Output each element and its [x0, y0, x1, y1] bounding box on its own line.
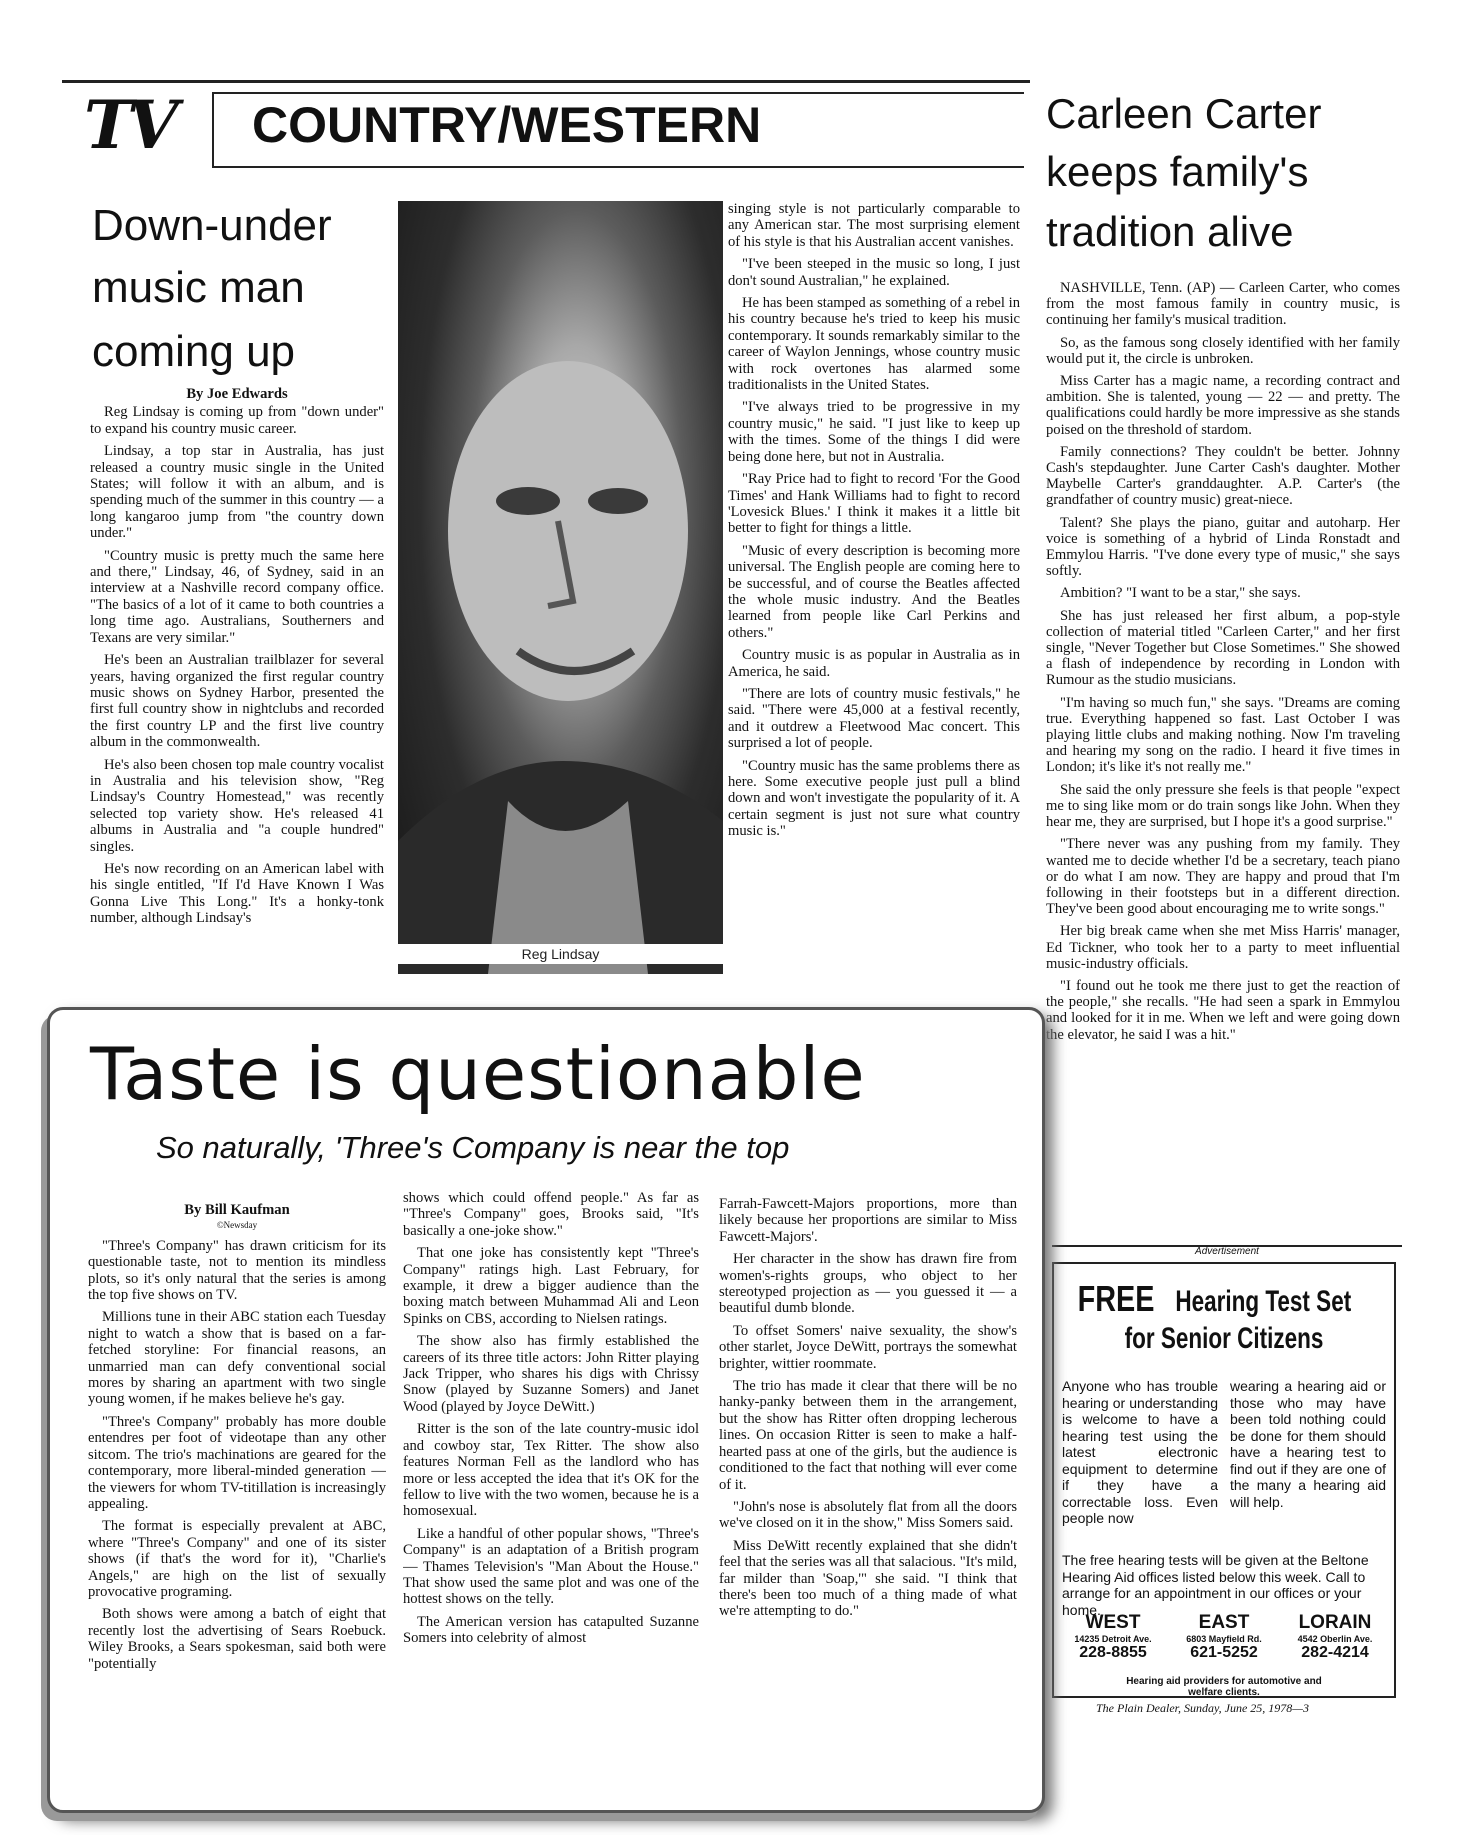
- paragraph: "Country music has the same problems there as here. Some executive people just pull a blind down and won't investigate the popularity of it. A certain segment is just not sure what country music is.": [728, 757, 1020, 840]
- ad-right-text: wearing a hearing aid or those who may have been told nothing could be done for them should have a hearing test to find out if they are one of the many a hearing aid will help.: [1230, 1378, 1386, 1510]
- page-folio: The Plain Dealer, Sunday, June 25, 1978—3: [1096, 1701, 1309, 1715]
- paragraph: "I found out he took me there just to get the reaction of the people," she recalls. "He had seen a spark in Emmylou and looked for it in me. When we left and were going down the elevator, he said I was a hit.": [1046, 977, 1400, 1043]
- paragraph: "There never was any pushing from my family. They wanted me to decide whether I'd be a secretary, teach piano or do what I am now. They are happy and proud that I'm following in their footsteps but in a different direction. They've been good about encouraging me to write songs.": [1046, 836, 1400, 918]
- paragraph: Millions tune in their ABC station each Tuesday night to watch a show that is based on a far-fetched storyline: For financial reasons, an unmarried man can defy conventional social mores by sharing an apartment with two single young women, if he makes believe he's gay.: [88, 1309, 386, 1408]
- portrait-illustration: [398, 201, 723, 974]
- ad-title-line2: for Senior Citizens: [1124, 1322, 1324, 1355]
- ad-title-rest: Hearing Test Set: [1175, 1285, 1352, 1318]
- office-phone: 228-8855: [1079, 1644, 1147, 1661]
- paragraph: NASHVILLE, Tenn. (AP) — Carleen Carter, who comes from the most famous family in country music, is continuing her family's musical tradition.: [1046, 280, 1400, 329]
- story2-headline: [1046, 88, 1406, 258]
- paragraph: Miss Carter has a magic name, a recording contract and ambition. She is talented, young — 22 — and pretty. The qualifications could hardly be more impressive as she stands poised on the threshold of stardom.: [1046, 373, 1400, 438]
- paragraph: Family connections? They couldn't be better. Johnny Cash's stepdaughter. June Carter Cash's daughter. Mother Maybelle Carter's granddaughter. A.P. Carter's (the grandfather of country music) great-niece.: [1046, 443, 1400, 509]
- paragraph: "Three's Company" has drawn criticism for its questionable taste, not to mention its mindless plots, so it's only natural that the series is among the top five shows on TV.: [88, 1237, 386, 1304]
- story3-subhead: So naturally, 'Three's Company is near the top: [156, 1130, 790, 1165]
- paragraph: Like a handful of other popular shows, "Three's Company" is an adaptation of a British program — Thames Television's "Man About the House." That show used the same plot and was one of the hottest shows on the telly.: [403, 1525, 699, 1608]
- paragraph: Her character in the show has drawn fire from women's-rights groups, who object to her stereotyped projection as — you guessed it — a beautiful dumb blonde.: [719, 1251, 1017, 1317]
- paragraph: "I've always tried to be progressive in my country music," he said. "I just like to keep up with the times. Some of the things I did were being done here, but not in Australia.: [728, 399, 1020, 465]
- ad-footer: Hearing aid providers for automotive and welfare clients.: [1126, 1676, 1322, 1698]
- ad-label: Advertisement: [1195, 1246, 1259, 1257]
- paragraph: Ambition? "I want to be a star," she says.: [1060, 585, 1301, 602]
- paragraph: She has just released her first album, a pop-style collection of material titled "Carleen Carter," and her first single, "Never Together but Close Sometimes." She showed a flash of independence by recording in London with Rumour as the studio musicians.: [1046, 607, 1400, 689]
- story2-headline-line: tradition alive: [1046, 208, 1294, 255]
- paragraph: He's also been chosen top male country vocalist in Australia and his television show, "Reg Lindsay's Country Homestead," was recently selected top variety show. He's released 41 albums in Australia and "a couple hundred" singles.: [90, 756, 384, 855]
- paragraph: "Music of every description is becoming more universal. The English people are coming here to be successful, and of course the Beatles affected the whole music industry. And the Beatles learned from people like Carl Perkins and others.": [728, 542, 1020, 641]
- story1-column-1: [90, 386, 384, 992]
- paragraph: He's now recording on an American label with his single entitled, "If I'd Have Known I Was Gonna Live This Long." It's a honky-tonk number, although Lindsay's: [90, 860, 384, 927]
- office-phone: 621-5252: [1190, 1644, 1258, 1661]
- paragraph: Country music is as popular in Australia as in America, he said.: [728, 647, 1020, 680]
- paragraph: Both shows were among a batch of eight that recently lost the advertising of Sears Roebuck. Wiley Brooks, a Sears spokesman, said both were "potentially: [88, 1606, 386, 1672]
- story3-credit: ©Newsday: [216, 1220, 258, 1231]
- story2-headline-line: keeps family's: [1046, 148, 1309, 195]
- story1-column-2: [728, 201, 1020, 999]
- paragraph: Farrah-Fawcett-Majors proportions, more than likely because her proportions are similar to Miss Fawcett-Majors'.: [719, 1196, 1017, 1245]
- paragraph: "Ray Price had to fight to record 'For the Good Times' and Hank Williams had to fight to record 'Lovesick Blues.' I think it makes it a little bit better to fight for things a little.: [728, 471, 1020, 537]
- paragraph: "I'm having so much fun," she says. "Dreams are coming true. Everything happened so fast. Last October I was playing little clubs and making nothing. Now I'm traveling and hearing my song on the radio. I heard it five times in London; it's like it's not really me.": [1046, 694, 1400, 776]
- paragraph: The trio has made it clear that there will be no hanky-panky between them in the arrangement, but the show has Ritter often dropping lecherous lines. On occasion Ritter is seen to make a half-hearted pass at one of the girls, but the audience is conditioned to the fact that nothing will ever come of it.: [719, 1378, 1017, 1493]
- paragraph: To offset Somers' naive sexuality, the show's other starlet, Joyce DeWitt, portrays the somewhat brighter, wittier roommate.: [719, 1322, 1017, 1372]
- story3-column-2: [403, 1190, 699, 1764]
- story3-column-1: [88, 1202, 386, 1762]
- paragraph: The format is especially prevalent at ABC, where "Three's Company" and one of its sister shows (if that's the word for it), "Charlie's Angels," are high on the list of sexually provocative programing.: [88, 1518, 386, 1600]
- reg-lindsay-photo: [398, 201, 723, 974]
- paragraph: Miss DeWitt recently explained that she didn't feel that the series was all that salacious. "It's mild, far milder than 'Soap,'" she said. "I think that there's been too much of a thing made of what we're attempting to do.": [719, 1537, 1017, 1620]
- story1-byline: By Joe Edwards: [186, 386, 288, 402]
- story2-body: [1046, 280, 1400, 1222]
- paragraph: Lindsay, a top star in Australia, has just released a country music single in the United States; will follow it with an album, and is spending much of the summer in this country — a long kangaroo jump from "the country down under.": [90, 443, 384, 542]
- paragraph: "There are lots of country music festivals," he said. "There were 45,000 at a festival recently, and it outdrew a Fleetwood Mac concert. This surprised a lot of people.: [728, 685, 1020, 752]
- paragraph: So, as the famous song closely identified with her family would put it, the circle is unbroken.: [1046, 334, 1400, 367]
- story3-byline: By Bill Kaufman: [184, 1202, 290, 1218]
- office-address: 6803 Mayfield Rd.: [1186, 1634, 1262, 1644]
- office-address: 4542 Oberlin Ave.: [1297, 1634, 1373, 1644]
- photo-caption: Reg Lindsay: [398, 944, 723, 964]
- paragraph: singing style is not particularly comparable to any American star. The most surprising element of his style is that his Australian accent vanishes.: [728, 201, 1020, 250]
- ad-left-text: Anyone who has trouble hearing or understanding is welcome to have a hearing test using the latest electronic equipment to determine if they have a correctable loss. Even people now: [1062, 1378, 1218, 1526]
- paragraph: "I've been steeped in the music so long, I just don't sound Australian," he explained.: [728, 256, 1020, 289]
- story1-headline-line: music man: [92, 263, 305, 312]
- story3-column-3: [719, 1196, 1017, 1716]
- story3-headline: Taste is questionable: [90, 1032, 866, 1116]
- paragraph: The show also has firmly established the careers of its three title actors: John Ritter playing Jack Tripper, who shares his digs with Chrissy Snow (played by Suzanne Somers) and Janet Wood (played by Joyce DeWitt.): [403, 1333, 699, 1415]
- paragraph: shows which could offend people." As far as "Three's Company" goes, Brooks said, "It's basically a one-joke show.": [403, 1190, 699, 1239]
- paragraph: He's been an Australian trailblazer for several years, having organized the first regular country music shows on Sydney Harbor, presented the first full country show in nightclubs and recorded the first country LP and the first live country album in the commonwealth.: [90, 652, 384, 751]
- section-title: COUNTRY/WESTERN: [252, 97, 762, 153]
- office-east: [1169, 1612, 1279, 1662]
- paragraph: Ritter is the son of the late country-music idol and cowboy star, Tex Ritter. The show also features Norman Fell as the landlord who has more or less accepted the idea that it's OK for the fellow to live with the two women, because he is a homosexual.: [403, 1421, 699, 1520]
- office-name: LORAIN: [1298, 1612, 1372, 1633]
- ad-title-free: FREE: [1077, 1278, 1154, 1319]
- story2-headline-line: Carleen Carter: [1046, 90, 1322, 137]
- office-west: [1058, 1612, 1168, 1662]
- paragraph: "Three's Company" probably has more double entendres per foot of videotape than any other sitcom. The trio's machinations are geared for the contemporary, more liberal-minded generation — the viewers for whom TV-titillation is increasingly appealing.: [88, 1413, 386, 1512]
- paragraph: Talent? She plays the piano, guitar and autoharp. Her voice is something of a hybrid of Linda Ronstadt and Emmylou Harris. "I've done every type of music," she says softly.: [1046, 514, 1400, 580]
- office-phone: 282-4214: [1301, 1644, 1369, 1661]
- office-address: 14235 Detroit Ave.: [1074, 1634, 1152, 1644]
- story1-headline-line: coming up: [92, 327, 296, 376]
- paragraph: That one joke has consistently kept "Three's Company" ratings high. Last February, for example, it drew a bigger audience than the boxing match between Muhammad Ali and Leon Spinks on CBS, according to Nielsen ratings.: [403, 1245, 699, 1327]
- paragraph: "John's nose is absolutely flat from all the doors we've closed on it in the show," Miss Somers said.: [719, 1498, 1017, 1532]
- ad-title: [1054, 1278, 1394, 1320]
- paragraph: Her big break came when she met Miss Harris' manager, Ed Tickner, who took her to a party to meet influential music-industry officials.: [1046, 923, 1400, 972]
- paragraph: Reg Lindsay is coming up from "down under" to expand his country music career.: [90, 404, 384, 437]
- office-lorain: [1280, 1612, 1390, 1662]
- office-name: WEST: [1085, 1612, 1141, 1633]
- office-name: EAST: [1198, 1612, 1250, 1633]
- paragraph: The American version has catapulted Suzanne Somers into celebrity of almost: [403, 1613, 699, 1647]
- hearing-ad: [1052, 1262, 1396, 1698]
- story1-headline-line: Down-under: [92, 201, 332, 250]
- top-rule: [62, 80, 1030, 83]
- highlighted-story-panel: [47, 1007, 1045, 1813]
- story1-headline: [92, 198, 392, 380]
- ad-body-text: The free hearing tests will be given at the Beltone Hearing Aid offices listed below this week. Call to arrange for an appointment in our offices or your home.: [1062, 1552, 1369, 1618]
- paragraph: "Country music is pretty much the same here and there," Lindsay, 46, of Sydney, said in an interview at a Nashville record company office. "The basics of a lot of it came to both countries a long time ago. Australians, Southerners and Texans are very similar.": [90, 547, 384, 646]
- tv-logo: TV: [84, 86, 173, 164]
- paragraph: She said the only pressure she feels is that people "expect me to sing like mom or do train songs like John. When they hear me, they are surprised, but I hope it's a good surprise.": [1046, 781, 1400, 831]
- paragraph: He has been stamped as something of a rebel in his country because he's tried to keep his music contemporary. It sounds remarkably similar to the career of Waylon Jennings, whose country music with rock overtones has alarmed some traditionalists in the United States.: [728, 295, 1020, 394]
